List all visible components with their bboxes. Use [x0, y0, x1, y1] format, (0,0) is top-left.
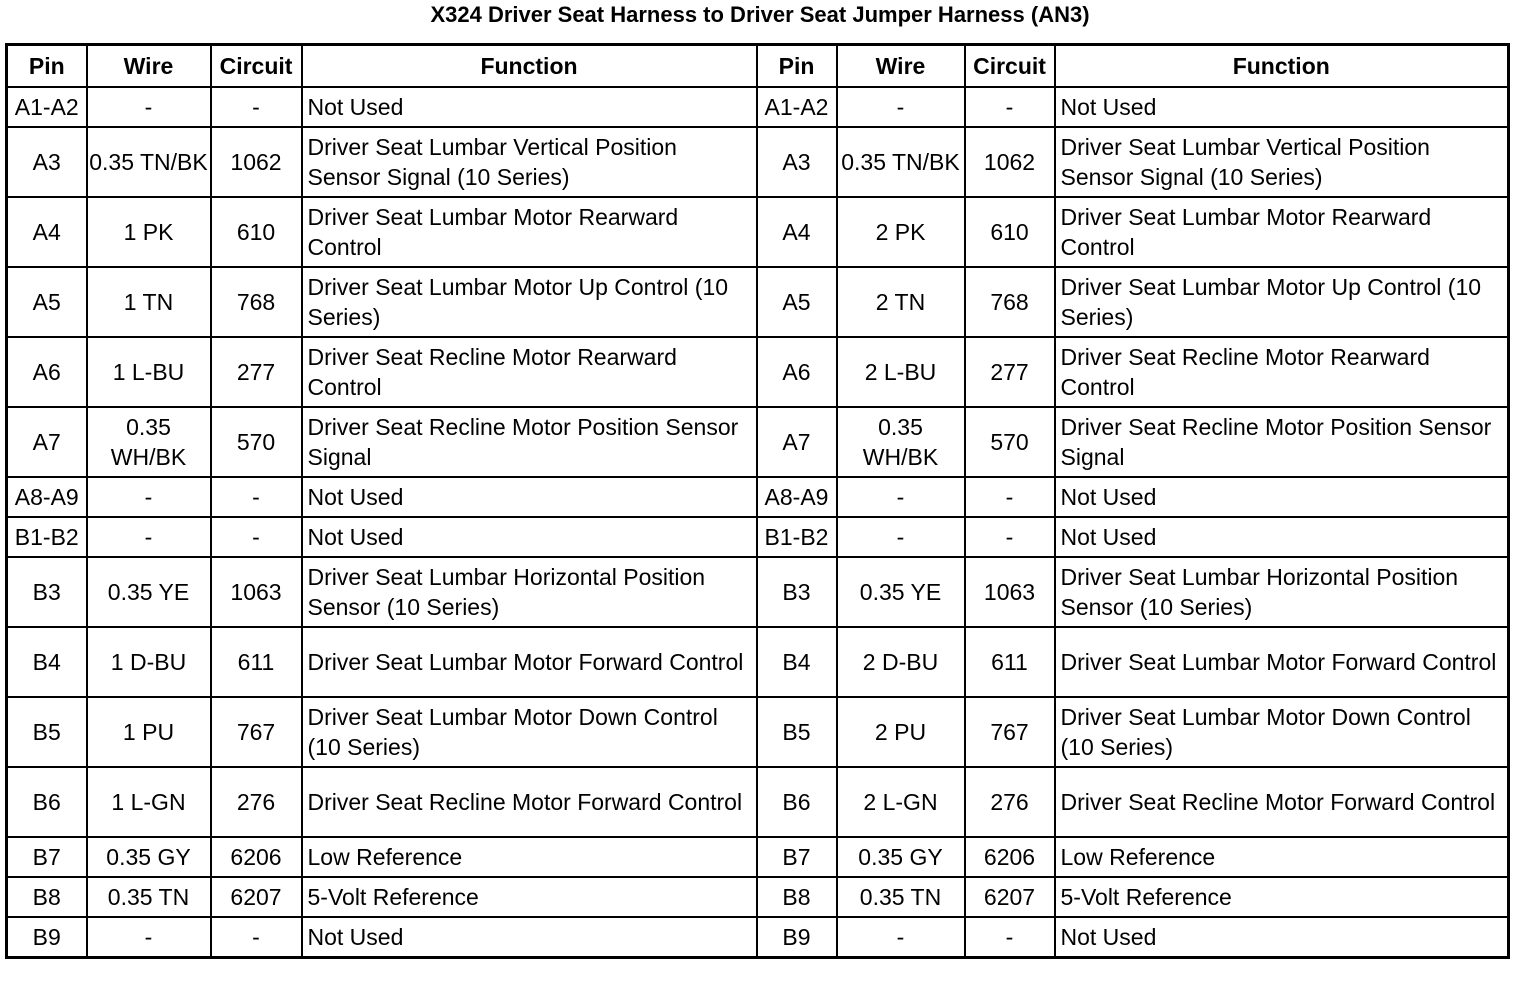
right-circuit-cell: 1063 [965, 557, 1055, 627]
right-circuit-cell: - [965, 517, 1055, 557]
right-pin-cell: B6 [757, 767, 837, 837]
left-function-cell: Not Used [302, 517, 757, 557]
left-circuit-cell: 1062 [211, 127, 302, 197]
right-function-cell: Not Used [1055, 477, 1509, 517]
left-wire-cell: 0.35 WH/BK [87, 407, 211, 477]
right-circuit-cell: 6207 [965, 877, 1055, 917]
left-wire-cell: 0.35 GY [87, 837, 211, 877]
table-row [7, 767, 1509, 837]
right-wire-cell: 2 D-BU [837, 627, 965, 697]
right-circuit-cell: 570 [965, 407, 1055, 477]
right-wire-cell: 0.35 GY [837, 837, 965, 877]
left-pin-cell: A6 [7, 337, 87, 407]
left-wire-cell: 1 D-BU [87, 627, 211, 697]
right-circuit-cell: - [965, 917, 1055, 958]
right-function-cell: Low Reference [1055, 837, 1509, 877]
left-wire-cell: - [87, 917, 211, 958]
table-row [7, 837, 1509, 877]
left-pin-cell: A3 [7, 127, 87, 197]
left-circuit-cell: 6206 [211, 837, 302, 877]
header-function: Function [1055, 45, 1509, 88]
header-circuit: Circuit [965, 45, 1055, 88]
left-wire-cell: 1 PK [87, 197, 211, 267]
right-wire-cell: 0.35 WH/BK [837, 407, 965, 477]
right-function-cell: Not Used [1055, 87, 1509, 127]
left-wire-cell: 0.35 YE [87, 557, 211, 627]
header-pin: Pin [7, 45, 87, 88]
right-pin-cell: B5 [757, 697, 837, 767]
left-circuit-cell: 768 [211, 267, 302, 337]
right-function-cell: Driver Seat Recline Motor Rearward Control [1055, 337, 1509, 407]
left-wire-cell: 0.35 TN/BK [87, 127, 211, 197]
right-pin-cell: A7 [757, 407, 837, 477]
right-pin-cell: B1-B2 [757, 517, 837, 557]
right-function-cell: Driver Seat Lumbar Motor Rearward Control [1055, 197, 1509, 267]
header-circuit: Circuit [211, 45, 302, 88]
left-function-cell: Driver Seat Recline Motor Position Sensor Signal [302, 407, 757, 477]
left-pin-cell: A4 [7, 197, 87, 267]
header-function: Function [302, 45, 757, 88]
left-pin-cell: A5 [7, 267, 87, 337]
table-title: X324 Driver Seat Harness to Driver Seat Jumper Harness (AN3) [430, 2, 1090, 27]
table-row [7, 517, 1509, 557]
right-circuit-cell: 610 [965, 197, 1055, 267]
table-row [7, 877, 1509, 917]
left-wire-cell: - [87, 517, 211, 557]
right-function-cell: Not Used [1055, 517, 1509, 557]
left-circuit-cell: - [211, 477, 302, 517]
left-function-cell: 5-Volt Reference [302, 877, 757, 917]
left-function-cell: Low Reference [302, 837, 757, 877]
right-pin-cell: A6 [757, 337, 837, 407]
left-circuit-cell: 570 [211, 407, 302, 477]
right-circuit-cell: 277 [965, 337, 1055, 407]
right-circuit-cell: - [965, 87, 1055, 127]
left-function-cell: Driver Seat Lumbar Motor Rearward Control [302, 197, 757, 267]
right-pin-cell: A5 [757, 267, 837, 337]
left-function-cell: Driver Seat Lumbar Motor Down Control (10 Series) [302, 697, 757, 767]
left-circuit-cell: 276 [211, 767, 302, 837]
right-function-cell: Driver Seat Lumbar Motor Up Control (10 Series) [1055, 267, 1509, 337]
right-circuit-cell: 767 [965, 697, 1055, 767]
left-function-cell: Driver Seat Recline Motor Forward Control [302, 767, 757, 837]
right-wire-cell: - [837, 87, 965, 127]
table-row [7, 407, 1509, 477]
left-pin-cell: B7 [7, 837, 87, 877]
left-wire-cell: 1 TN [87, 267, 211, 337]
header-pin: Pin [757, 45, 837, 88]
left-pin-cell: B4 [7, 627, 87, 697]
right-function-cell: Driver Seat Lumbar Motor Forward Control [1055, 627, 1509, 697]
right-circuit-cell: - [965, 477, 1055, 517]
left-wire-cell: 1 PU [87, 697, 211, 767]
left-pin-cell: A1-A2 [7, 87, 87, 127]
right-wire-cell: - [837, 517, 965, 557]
left-wire-cell: 1 L-BU [87, 337, 211, 407]
table-row [7, 87, 1509, 127]
right-pin-cell: B9 [757, 917, 837, 958]
right-pin-cell: A1-A2 [757, 87, 837, 127]
left-pin-cell: A8-A9 [7, 477, 87, 517]
right-wire-cell: 2 L-GN [837, 767, 965, 837]
right-function-cell: Driver Seat Lumbar Vertical Position Sensor Signal (10 Series) [1055, 127, 1509, 197]
right-wire-cell: 0.35 TN [837, 877, 965, 917]
right-wire-cell: 2 PU [837, 697, 965, 767]
left-function-cell: Driver Seat Lumbar Vertical Position Sensor Signal (10 Series) [302, 127, 757, 197]
left-function-cell: Driver Seat Lumbar Motor Up Control (10 Series) [302, 267, 757, 337]
table-row [7, 127, 1509, 197]
right-circuit-cell: 276 [965, 767, 1055, 837]
header-wire: Wire [87, 45, 211, 88]
left-function-cell: Driver Seat Recline Motor Rearward Control [302, 337, 757, 407]
left-circuit-cell: 6207 [211, 877, 302, 917]
right-pin-cell: B3 [757, 557, 837, 627]
left-function-cell: Not Used [302, 87, 757, 127]
left-function-cell: Driver Seat Lumbar Motor Forward Control [302, 627, 757, 697]
right-pin-cell: A4 [757, 197, 837, 267]
right-function-cell: Not Used [1055, 917, 1509, 958]
left-function-cell: Driver Seat Lumbar Horizontal Position Sensor (10 Series) [302, 557, 757, 627]
right-function-cell: Driver Seat Lumbar Horizontal Position Sensor (10 Series) [1055, 557, 1509, 627]
right-wire-cell: 2 TN [837, 267, 965, 337]
table-row [7, 917, 1509, 958]
connector-pin-table [5, 43, 1510, 959]
right-pin-cell: A3 [757, 127, 837, 197]
right-pin-cell: A8-A9 [757, 477, 837, 517]
right-pin-cell: B7 [757, 837, 837, 877]
left-pin-cell: B3 [7, 557, 87, 627]
table-row [7, 197, 1509, 267]
table-row [7, 267, 1509, 337]
table-row [7, 557, 1509, 627]
left-pin-cell: B1-B2 [7, 517, 87, 557]
table-row [7, 697, 1509, 767]
right-pin-cell: B4 [757, 627, 837, 697]
left-function-cell: Not Used [302, 477, 757, 517]
right-wire-cell: - [837, 917, 965, 958]
right-wire-cell: 0.35 YE [837, 557, 965, 627]
right-circuit-cell: 768 [965, 267, 1055, 337]
left-wire-cell: 0.35 TN [87, 877, 211, 917]
right-circuit-cell: 6206 [965, 837, 1055, 877]
right-circuit-cell: 1062 [965, 127, 1055, 197]
left-pin-cell: B5 [7, 697, 87, 767]
left-circuit-cell: 610 [211, 197, 302, 267]
right-wire-cell: 2 PK [837, 197, 965, 267]
left-circuit-cell: - [211, 917, 302, 958]
right-wire-cell: - [837, 477, 965, 517]
right-function-cell: Driver Seat Recline Motor Forward Control [1055, 767, 1509, 837]
header-wire: Wire [837, 45, 965, 88]
left-circuit-cell: 611 [211, 627, 302, 697]
right-wire-cell: 2 L-BU [837, 337, 965, 407]
right-circuit-cell: 611 [965, 627, 1055, 697]
table-row [7, 627, 1509, 697]
header-row [7, 45, 1509, 88]
left-circuit-cell: 277 [211, 337, 302, 407]
right-pin-cell: B8 [757, 877, 837, 917]
table-row [7, 477, 1509, 517]
left-wire-cell: - [87, 477, 211, 517]
left-circuit-cell: 767 [211, 697, 302, 767]
left-pin-cell: B9 [7, 917, 87, 958]
left-pin-cell: B8 [7, 877, 87, 917]
left-wire-cell: - [87, 87, 211, 127]
left-circuit-cell: 1063 [211, 557, 302, 627]
left-pin-cell: B6 [7, 767, 87, 837]
right-function-cell: 5-Volt Reference [1055, 877, 1509, 917]
right-wire-cell: 0.35 TN/BK [837, 127, 965, 197]
left-circuit-cell: - [211, 517, 302, 557]
left-pin-cell: A7 [7, 407, 87, 477]
right-function-cell: Driver Seat Lumbar Motor Down Control (10 Series) [1055, 697, 1509, 767]
left-circuit-cell: - [211, 87, 302, 127]
left-function-cell: Not Used [302, 917, 757, 958]
table-row [7, 337, 1509, 407]
right-function-cell: Driver Seat Recline Motor Position Sensor Signal [1055, 407, 1509, 477]
left-wire-cell: 1 L-GN [87, 767, 211, 837]
